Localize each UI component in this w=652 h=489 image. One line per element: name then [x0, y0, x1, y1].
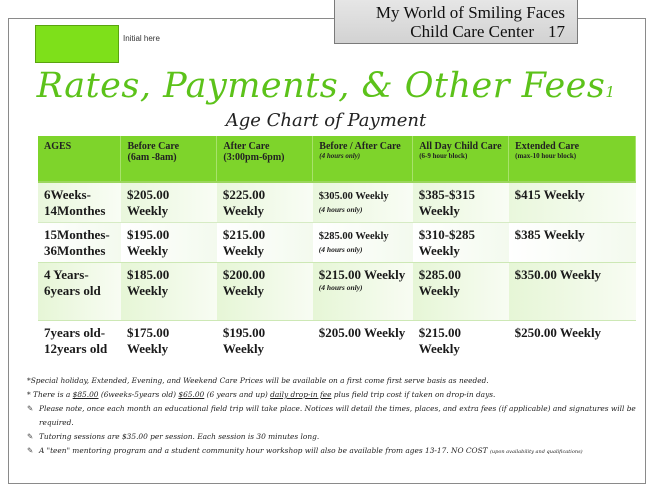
before-care-cell: $175.00 Weekly [121, 320, 217, 374]
extended-cell: $350.00 Weekly [509, 262, 636, 320]
before-after-note: (4 hours only) [318, 282, 363, 292]
table-row [38, 320, 636, 374]
page-title [0, 66, 652, 106]
center-name-line2: Child Care Center [410, 22, 534, 41]
initial-label: Initial here [123, 34, 160, 43]
note-drop-in-fee [27, 388, 642, 402]
center-header [334, 0, 578, 44]
header-all-day-label: All Day Child Care [419, 141, 502, 152]
header-ages [38, 136, 121, 182]
note-tutoring [27, 430, 642, 444]
rate-table [38, 136, 636, 374]
header-before-after-care [313, 136, 413, 182]
pencil-icon: ✎ [27, 446, 34, 455]
note-drop-in-fee2: $65.00 [178, 390, 205, 399]
table-row [38, 262, 636, 320]
age-cell: 6Weeks-14Monthes [38, 182, 121, 222]
note-drop-in-text-b: (6weeks-5years old) [98, 390, 179, 399]
all-day-cell: $385-$315 Weekly [413, 182, 509, 222]
after-care-cell: $200.00 Weekly [217, 262, 313, 320]
page-subtitle: Age Chart of Payment [225, 110, 427, 131]
note-drop-in-label: daily drop-in fee [270, 390, 332, 399]
initial-field[interactable] [35, 25, 119, 63]
note-teen-mentoring-fine: (upon availability and qualifications) [489, 449, 583, 455]
center-name-line2-wrap [335, 22, 565, 41]
age-cell: 4 Years-6years old [38, 262, 121, 320]
before-after-cell [313, 222, 413, 262]
before-after-cell [313, 320, 413, 374]
before-care-cell: $185.00 Weekly [121, 262, 217, 320]
header-all-day-care [413, 136, 509, 182]
header-before-after-label: Before / After Care [319, 141, 401, 152]
before-after-note: (4 hours only) [318, 205, 363, 214]
table-row [38, 222, 636, 262]
header-before-care [121, 136, 217, 182]
note-tutoring-text: Tutoring sessions are $35.00 per session. Each session is 30 minutes long. [39, 432, 320, 441]
age-cell: 15Monthes-36Monthes [38, 222, 121, 262]
before-after-rate: $215.00 Weekly [318, 266, 406, 282]
header-before-label: Before Care [127, 141, 180, 152]
header-after-label: After Care [223, 141, 270, 152]
page-title-text: Rates, Payments, & Other Fees [36, 66, 606, 106]
before-after-rate: $205.00 Weekly [318, 324, 406, 340]
extended-cell: $415 Weekly [509, 182, 636, 222]
center-name-line1: My World of Smiling Faces [375, 3, 565, 22]
note-field-trip [27, 402, 642, 430]
note-drop-in-text-a: * There is a [27, 390, 73, 399]
header-ages-label: AGES [44, 141, 72, 152]
note-teen-mentoring-text: A "teen" mentoring program and a student community hour workshop will also be available from ages 13-17. NO COST [39, 446, 488, 455]
all-day-cell: $310-$285 Weekly [413, 222, 509, 262]
rate-table-header [38, 136, 636, 182]
after-care-cell: $225.00 Weekly [217, 182, 313, 222]
all-day-cell: $215.00 Weekly [413, 320, 509, 374]
note-drop-in-text-c: (6 years and up) [204, 390, 271, 399]
note-drop-in-text-d: plus field trip cost if taken on drop-in days. [331, 390, 496, 399]
header-extended-label: Extended Care [515, 141, 580, 152]
note-special-holiday: *Special holiday, Extended, Evening, and Weekend Care Prices will be available on a first come first serve basis as needed. [27, 376, 489, 385]
before-care-cell: $195.00 Weekly [121, 222, 217, 262]
before-after-rate: $285.00 Weekly [318, 230, 389, 242]
title-footnote-mark: 1 [605, 83, 616, 101]
header-before-note: (6am -8am) [127, 152, 177, 163]
extended-cell: $385 Weekly [509, 222, 636, 262]
all-day-cell: $285.00 Weekly [413, 262, 509, 320]
note-teen-mentoring [27, 444, 642, 459]
before-after-rate: $305.00 Weekly [318, 191, 389, 202]
after-care-cell: $195.00 Weekly [217, 320, 313, 374]
header-after-note: (3:00pm-6pm) [223, 152, 285, 163]
footnotes [27, 374, 642, 459]
header-before-after-note: (4 hours only) [319, 152, 361, 160]
pencil-icon: ✎ [27, 404, 34, 413]
extended-cell: $250.00 Weekly [509, 320, 636, 374]
age-cell: 7years old-12years old [38, 320, 121, 374]
table-row [38, 182, 636, 222]
pencil-icon: ✎ [27, 432, 34, 441]
before-after-cell [313, 262, 413, 320]
header-extended-care [509, 136, 636, 182]
before-care-cell: $205.00 Weekly [121, 182, 217, 222]
header-after-care [217, 136, 313, 182]
header-extended-note: (max-10 hour block) [515, 152, 577, 160]
before-after-note: (4 hours only) [318, 244, 363, 254]
note-drop-in-fee1: $85.00 [72, 390, 99, 399]
note-field-trip-text: Please note, once each month an educational field trip will take place. Notices will detail the times, places, and extra fees (if applicable) and signatures will be required. [39, 404, 636, 427]
after-care-cell: $215.00 Weekly [217, 222, 313, 262]
header-all-day-note: (6-9 hour block) [419, 152, 468, 160]
page-number: 17 [548, 22, 565, 41]
before-after-cell [313, 182, 413, 222]
